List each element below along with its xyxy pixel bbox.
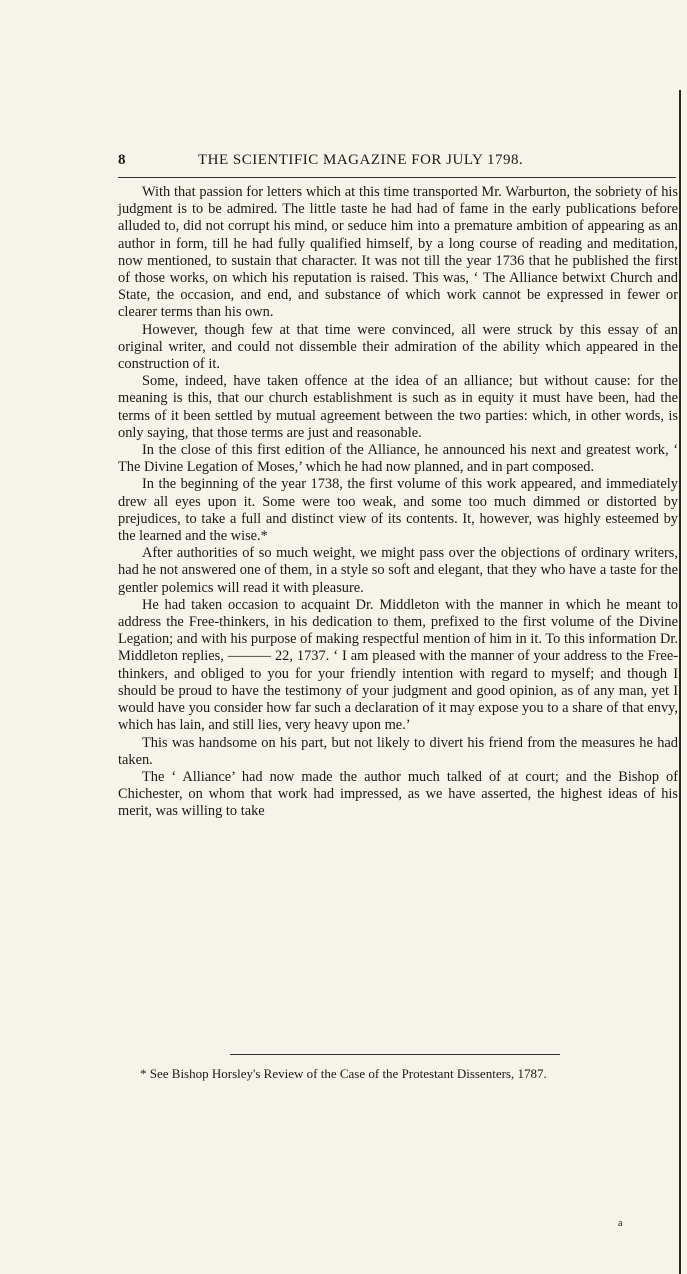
paragraph: He had taken occasion to acquaint Dr. Middleton with the manner in which he meant to address the Free-thinkers, in his dedication to them, prefixed to the first volume of the Divine Legation; and with his purpose of making respectful mention of him in it. To this information Dr. Middleton replies, ——— 22, 1737. ‘ I am pleased with the manner of your address to the Free-thinkers, and obliged to you for your friendly intention with regard to myself; and though I should be proud to have the testimony of your judgment and good opinion, as of any man, yet I would have you consider how far such a declaration of it may expose you to a share of that envy, which has lain, and still lies, very heavy upon me.’ [118,596,678,734]
footnote-rule [230,1054,560,1055]
paragraph: In the beginning of the year 1738, the first volume of this work appeared, and immediately drew all eyes upon it. Some were too weak, and some too much dimmed or distorted by prejudices, to take a full and distinct view of its contents. It, however, was highly esteemed by the learned and the wise.* [118,476,678,545]
running-header [118,152,618,174]
running-title: THE SCIENTIFIC MAGAZINE FOR JULY 1798. [198,152,524,168]
paragraph: After authorities of so much weight, we might pass over the objections of ordinary writers, had he not answered one of them, in a style so soft and elegant, that they who have a taste for the gentler polemics will read it with pleasure. [118,545,678,596]
header-rule [118,177,676,178]
paragraph: This was handsome on his part, but not likely to divert his friend from the measures he had taken. [118,734,678,768]
paragraph: With that passion for letters which at this time transported Mr. Warburton, the sobriety of his judgment is to be admired. The little taste he had had of fame in the early publications before alluded to, did not corrupt his mind, or seduce him into a premature ambition of appearing as an author in form, till he had fully qualified himself, by a long course of reading and meditation, now mentioned, to sustain that character. It was not till the year 1736 that he published the first of those works, on which his reputation is raised. This was, ‘ The Alliance betwixt Church and State, the occasion, and end, and substance of which work cannot be expressed in fewer or clearer terms than his own. [118,184,678,321]
footnote: * See Bishop Horsley's Review of the Case of the Protestant Dissenters, 1787. [140,1066,547,1081]
body-text [118,184,678,821]
paragraph: However, though few at that time were convinced, all were struck by this essay of an original writer, and could not dissemble their admiration of the ability which appeared in the construction of it. [118,321,678,373]
paragraph: In the close of this first edition of the Alliance, he announced his next and greatest work, ‘ The Divine Legation of Moses,’ which he had now planned, and in part composed. [118,442,678,476]
paragraph: The ‘ Alliance’ had now made the author much talked of at court; and the Bishop of Chichester, on whom that work had impressed, as we have asserted, the highest ideas of his merit, was willing to take [118,768,678,820]
page-edge [679,90,681,1274]
paragraph: Some, indeed, have taken offence at the idea of an alliance; but without cause: for the meaning is this, that our church establishment is such as in equity it must have been, had the terms of it been settled by mutual agreement between the two parties: which, in other words, is only saying, that those terms are just and reasonable. [118,373,678,441]
page-number: 8 [118,152,126,168]
corner-mark: a [618,1218,623,1229]
